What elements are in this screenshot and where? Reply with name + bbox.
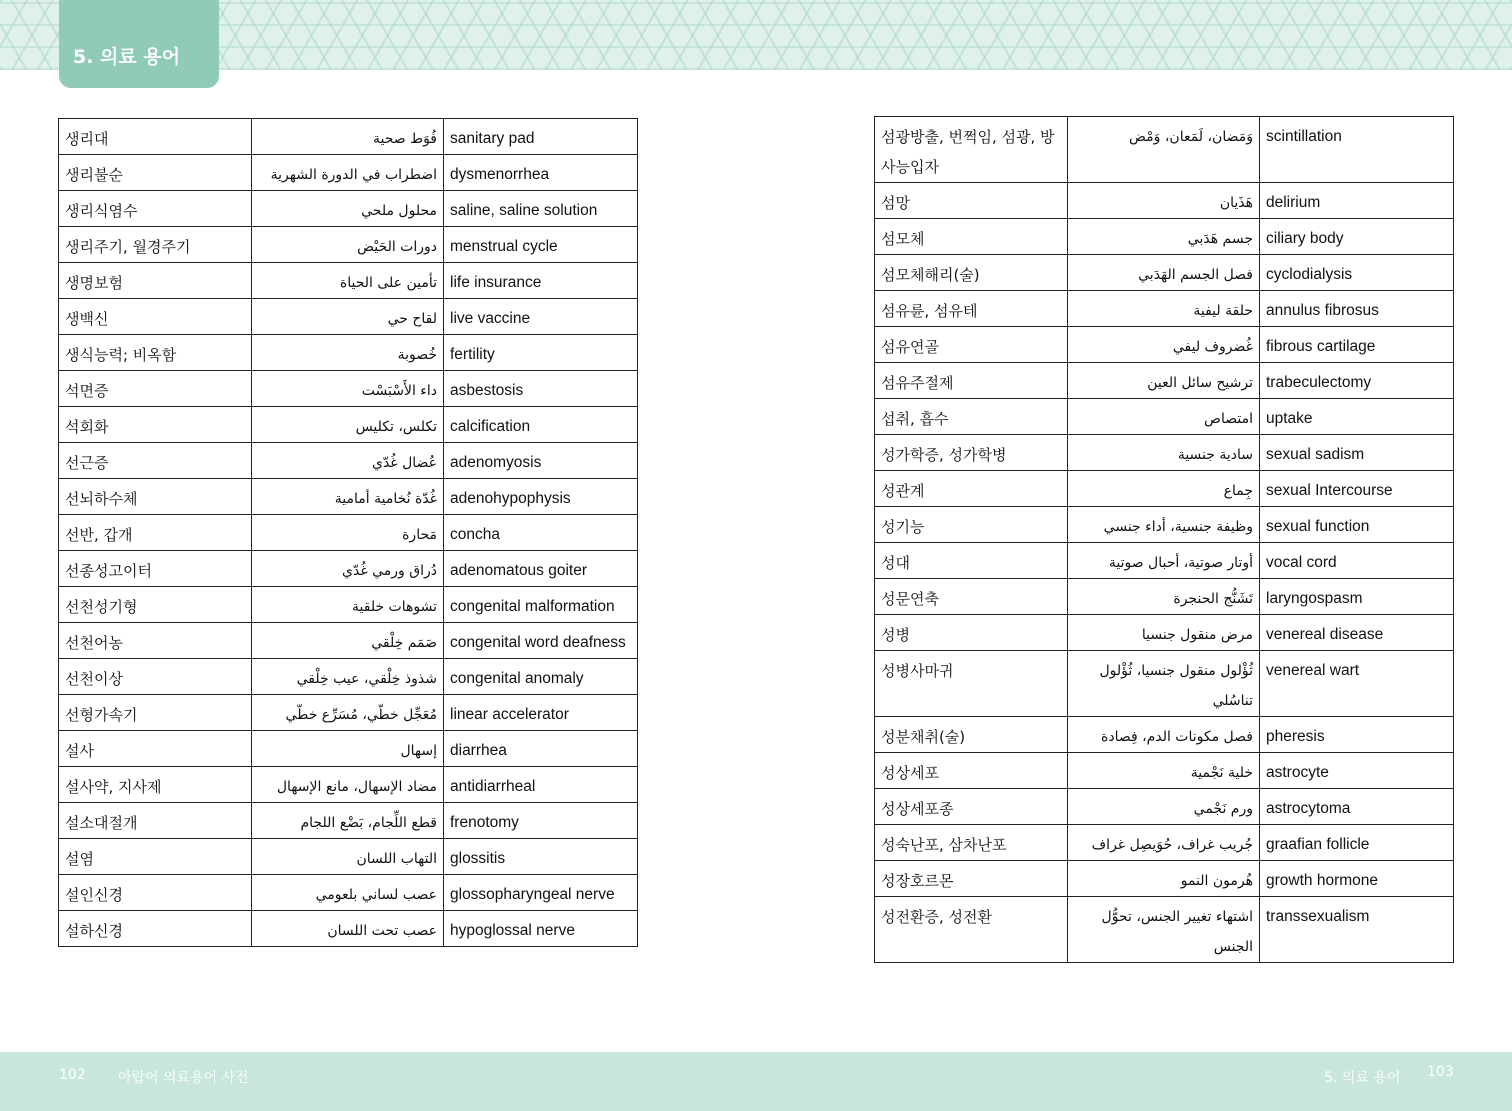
table-row bbox=[59, 119, 638, 155]
table-row bbox=[59, 227, 638, 263]
korean-term-cell: 설사 bbox=[59, 731, 252, 767]
arabic-term-cell: فصل الجسم الهَدَبي bbox=[1068, 255, 1260, 291]
table-row bbox=[59, 479, 638, 515]
chapter-tab bbox=[59, 0, 219, 88]
english-term-cell: sanitary pad bbox=[444, 119, 638, 155]
english-term-cell: diarrhea bbox=[444, 731, 638, 767]
table-row bbox=[875, 543, 1454, 579]
table-row bbox=[59, 155, 638, 191]
english-term-cell: trabeculectomy bbox=[1260, 363, 1454, 399]
chapter-tab-label: 5. 의료 용어 bbox=[73, 46, 181, 68]
right-glossary-table bbox=[874, 116, 1454, 963]
table-row bbox=[59, 551, 638, 587]
english-term-cell: live vaccine bbox=[444, 299, 638, 335]
english-term-cell: life insurance bbox=[444, 263, 638, 299]
page-number-left: 102 bbox=[59, 1067, 86, 1083]
korean-term-cell: 섬유연골 bbox=[875, 327, 1068, 363]
arabic-term-cell: تأمين على الحياة bbox=[252, 263, 444, 299]
arabic-term-cell: شذوذ خِلْقي، عيب خِلْقي bbox=[252, 659, 444, 695]
korean-term-cell: 섬유륜, 섬유테 bbox=[875, 291, 1068, 327]
english-term-cell: congenital word deafness bbox=[444, 623, 638, 659]
arabic-term-cell: وَمَضان، لَمَعان، وَمْض bbox=[1068, 117, 1260, 183]
korean-term-cell: 성상세포종 bbox=[875, 789, 1068, 825]
english-term-cell: glossitis bbox=[444, 839, 638, 875]
table-row bbox=[59, 515, 638, 551]
table-row bbox=[875, 255, 1454, 291]
english-term-cell: sexual function bbox=[1260, 507, 1454, 543]
arabic-term-cell: وظيفة جنسية، أداء جنسي bbox=[1068, 507, 1260, 543]
english-term-cell: asbestosis bbox=[444, 371, 638, 407]
table-row bbox=[875, 117, 1454, 183]
arabic-term-cell: خُصوبة bbox=[252, 335, 444, 371]
korean-term-cell: 선종성고이터 bbox=[59, 551, 252, 587]
arabic-term-cell: اشتهاء تغيير الجنس، تحوُّل الجنس bbox=[1068, 897, 1260, 963]
korean-term-cell: 섬유주절제 bbox=[875, 363, 1068, 399]
english-term-cell: frenotomy bbox=[444, 803, 638, 839]
korean-term-cell: 성기능 bbox=[875, 507, 1068, 543]
arabic-term-cell: دورات الحَيْض bbox=[252, 227, 444, 263]
korean-term-cell: 성대 bbox=[875, 543, 1068, 579]
arabic-term-cell: فُوَط صحية bbox=[252, 119, 444, 155]
arabic-term-cell: أوتار صوتية، أحبال صوتية bbox=[1068, 543, 1260, 579]
arabic-term-cell: عُضال غُدّي bbox=[252, 443, 444, 479]
korean-term-cell: 설인신경 bbox=[59, 875, 252, 911]
book-title: 아랍어 의료용어 사전 bbox=[118, 1070, 249, 1086]
korean-term-cell: 생리주기, 월경주기 bbox=[59, 227, 252, 263]
english-term-cell: congenital malformation bbox=[444, 587, 638, 623]
korean-term-cell: 선천이상 bbox=[59, 659, 252, 695]
english-term-cell: adenomatous goiter bbox=[444, 551, 638, 587]
table-row bbox=[59, 911, 638, 947]
table-row bbox=[875, 861, 1454, 897]
table-row bbox=[59, 839, 638, 875]
korean-term-cell: 성가학증, 성가학병 bbox=[875, 435, 1068, 471]
arabic-term-cell: داء الأَسْبَسْت bbox=[252, 371, 444, 407]
english-term-cell: growth hormone bbox=[1260, 861, 1454, 897]
english-term-cell: graafian follicle bbox=[1260, 825, 1454, 861]
arabic-term-cell: هَذَيان bbox=[1068, 183, 1260, 219]
english-term-cell: sexual Intercourse bbox=[1260, 471, 1454, 507]
arabic-term-cell: مرض منقول جنسيا bbox=[1068, 615, 1260, 651]
korean-term-cell: 선반, 갑개 bbox=[59, 515, 252, 551]
korean-term-cell: 섬모체해리(술) bbox=[875, 255, 1068, 291]
english-term-cell: congenital anomaly bbox=[444, 659, 638, 695]
english-term-cell: vocal cord bbox=[1260, 543, 1454, 579]
english-term-cell: antidiarrheal bbox=[444, 767, 638, 803]
arabic-term-cell: غُضروف ليفي bbox=[1068, 327, 1260, 363]
table-row bbox=[59, 767, 638, 803]
korean-term-cell: 선근증 bbox=[59, 443, 252, 479]
arabic-term-cell: جُريب غراف، حُوَيصِل غراف bbox=[1068, 825, 1260, 861]
arabic-term-cell: امتصاص bbox=[1068, 399, 1260, 435]
english-term-cell: menstrual cycle bbox=[444, 227, 638, 263]
arabic-term-cell: اضطراب في الدورة الشهرية bbox=[252, 155, 444, 191]
arabic-term-cell: صَمَم خِلْقي bbox=[252, 623, 444, 659]
korean-term-cell: 성숙난포, 삼차난포 bbox=[875, 825, 1068, 861]
english-term-cell: fertility bbox=[444, 335, 638, 371]
english-term-cell: transsexualism bbox=[1260, 897, 1454, 963]
korean-term-cell: 성분채취(술) bbox=[875, 717, 1068, 753]
arabic-term-cell: ترشيح سائل العين bbox=[1068, 363, 1260, 399]
english-term-cell: pheresis bbox=[1260, 717, 1454, 753]
table-row bbox=[59, 407, 638, 443]
english-term-cell: saline, saline solution bbox=[444, 191, 638, 227]
table-row bbox=[59, 335, 638, 371]
chapter-label-right: 5. 의료 용어 bbox=[1324, 1070, 1401, 1086]
korean-term-cell: 성병사마귀 bbox=[875, 651, 1068, 717]
table-row bbox=[59, 803, 638, 839]
english-term-cell: uptake bbox=[1260, 399, 1454, 435]
korean-term-cell: 성병 bbox=[875, 615, 1068, 651]
korean-term-cell: 생리식염수 bbox=[59, 191, 252, 227]
arabic-term-cell: قطع اللِّجام، بَضْع اللجام bbox=[252, 803, 444, 839]
english-term-cell: annulus fibrosus bbox=[1260, 291, 1454, 327]
table-row bbox=[59, 443, 638, 479]
korean-term-cell: 설염 bbox=[59, 839, 252, 875]
table-row bbox=[875, 399, 1454, 435]
left-glossary-body bbox=[59, 119, 638, 947]
english-term-cell: dysmenorrhea bbox=[444, 155, 638, 191]
table-row bbox=[875, 183, 1454, 219]
korean-term-cell: 성장호르몬 bbox=[875, 861, 1068, 897]
arabic-term-cell: هُرمون النمو bbox=[1068, 861, 1260, 897]
korean-term-cell: 생리대 bbox=[59, 119, 252, 155]
korean-term-cell: 섬모체 bbox=[875, 219, 1068, 255]
english-term-cell: fibrous cartilage bbox=[1260, 327, 1454, 363]
arabic-term-cell: إسهال bbox=[252, 731, 444, 767]
arabic-term-cell: مَحارة bbox=[252, 515, 444, 551]
english-term-cell: glossopharyngeal nerve bbox=[444, 875, 638, 911]
table-row bbox=[875, 717, 1454, 753]
table-row bbox=[875, 435, 1454, 471]
footer-band bbox=[0, 1052, 1512, 1111]
arabic-term-cell: جِماع bbox=[1068, 471, 1260, 507]
arabic-term-cell: فصل مكونات الدم، فِصادة bbox=[1068, 717, 1260, 753]
arabic-term-cell: ورم نَجْمي bbox=[1068, 789, 1260, 825]
korean-term-cell: 석회화 bbox=[59, 407, 252, 443]
arabic-term-cell: غُدّة نُخامية أمامية bbox=[252, 479, 444, 515]
arabic-term-cell: خلية نَجْمية bbox=[1068, 753, 1260, 789]
english-term-cell: venereal wart bbox=[1260, 651, 1454, 717]
header-pattern-band bbox=[0, 0, 1512, 70]
arabic-term-cell: دُراق ورمي غُدّي bbox=[252, 551, 444, 587]
arabic-term-cell: محلول ملحي bbox=[252, 191, 444, 227]
table-row bbox=[59, 191, 638, 227]
korean-term-cell: 설소대절개 bbox=[59, 803, 252, 839]
table-row bbox=[875, 363, 1454, 399]
page-number-right: 103 bbox=[1427, 1064, 1454, 1080]
arabic-term-cell: جسم هَدَبي bbox=[1068, 219, 1260, 255]
table-row bbox=[875, 507, 1454, 543]
table-row bbox=[59, 371, 638, 407]
table-row bbox=[875, 579, 1454, 615]
table-row bbox=[59, 587, 638, 623]
korean-term-cell: 생리불순 bbox=[59, 155, 252, 191]
korean-term-cell: 설사약, 지사제 bbox=[59, 767, 252, 803]
arabic-term-cell: تكلس، تكليس bbox=[252, 407, 444, 443]
english-term-cell: adenomyosis bbox=[444, 443, 638, 479]
arabic-term-cell: عصب لساني بلعومي bbox=[252, 875, 444, 911]
english-term-cell: adenohypophysis bbox=[444, 479, 638, 515]
arabic-term-cell: مضاد الإسهال، مانع الإسهال bbox=[252, 767, 444, 803]
korean-term-cell: 성전환증, 성전환 bbox=[875, 897, 1068, 963]
arabic-term-cell: تَشَنُّج الحنجرة bbox=[1068, 579, 1260, 615]
korean-term-cell: 성관계 bbox=[875, 471, 1068, 507]
korean-term-cell: 성문연축 bbox=[875, 579, 1068, 615]
korean-term-cell: 생백신 bbox=[59, 299, 252, 335]
arabic-term-cell: التهاب اللسان bbox=[252, 839, 444, 875]
table-row bbox=[875, 897, 1454, 963]
arabic-term-cell: لقاح حي bbox=[252, 299, 444, 335]
korean-term-cell: 설하신경 bbox=[59, 911, 252, 947]
english-term-cell: sexual sadism bbox=[1260, 435, 1454, 471]
english-term-cell: cyclodialysis bbox=[1260, 255, 1454, 291]
table-row bbox=[875, 471, 1454, 507]
table-row bbox=[875, 615, 1454, 651]
table-row bbox=[59, 623, 638, 659]
table-row bbox=[59, 695, 638, 731]
english-term-cell: linear accelerator bbox=[444, 695, 638, 731]
left-glossary-table bbox=[58, 118, 638, 947]
arabic-term-cell: ثُؤْلول منقول جنسيا، ثُؤْلول تناسُلي bbox=[1068, 651, 1260, 717]
table-row bbox=[875, 789, 1454, 825]
table-row bbox=[875, 219, 1454, 255]
arabic-term-cell: تشوهات خلقية bbox=[252, 587, 444, 623]
english-term-cell: scintillation bbox=[1260, 117, 1454, 183]
english-term-cell: astrocyte bbox=[1260, 753, 1454, 789]
korean-term-cell: 선천성기형 bbox=[59, 587, 252, 623]
korean-term-cell: 섬광방출, 번쩍임, 섬광, 방사능입자 bbox=[875, 117, 1068, 183]
english-term-cell: concha bbox=[444, 515, 638, 551]
table-row bbox=[59, 731, 638, 767]
arabic-term-cell: عصب تحت اللسان bbox=[252, 911, 444, 947]
table-row bbox=[59, 299, 638, 335]
table-row bbox=[875, 651, 1454, 717]
right-glossary-body bbox=[875, 117, 1454, 963]
korean-term-cell: 선뇌하수체 bbox=[59, 479, 252, 515]
english-term-cell: laryngospasm bbox=[1260, 579, 1454, 615]
table-row bbox=[59, 263, 638, 299]
table-row bbox=[875, 291, 1454, 327]
english-term-cell: hypoglossal nerve bbox=[444, 911, 638, 947]
english-term-cell: ciliary body bbox=[1260, 219, 1454, 255]
table-row bbox=[875, 753, 1454, 789]
arabic-term-cell: سادية جنسية bbox=[1068, 435, 1260, 471]
arabic-term-cell: مُعَجِّل خطّي، مُسَرِّع خطّي bbox=[252, 695, 444, 731]
korean-term-cell: 섭취, 흡수 bbox=[875, 399, 1068, 435]
english-term-cell: astrocytoma bbox=[1260, 789, 1454, 825]
table-row bbox=[875, 825, 1454, 861]
korean-term-cell: 섬망 bbox=[875, 183, 1068, 219]
arabic-term-cell: حلقة ليفية bbox=[1068, 291, 1260, 327]
english-term-cell: venereal disease bbox=[1260, 615, 1454, 651]
korean-term-cell: 선형가속기 bbox=[59, 695, 252, 731]
english-term-cell: delirium bbox=[1260, 183, 1454, 219]
korean-term-cell: 생식능력; 비옥함 bbox=[59, 335, 252, 371]
table-row bbox=[59, 659, 638, 695]
english-term-cell: calcification bbox=[444, 407, 638, 443]
korean-term-cell: 석면증 bbox=[59, 371, 252, 407]
table-row bbox=[875, 327, 1454, 363]
korean-term-cell: 선천어농 bbox=[59, 623, 252, 659]
korean-term-cell: 성상세포 bbox=[875, 753, 1068, 789]
table-row bbox=[59, 875, 638, 911]
korean-term-cell: 생명보험 bbox=[59, 263, 252, 299]
